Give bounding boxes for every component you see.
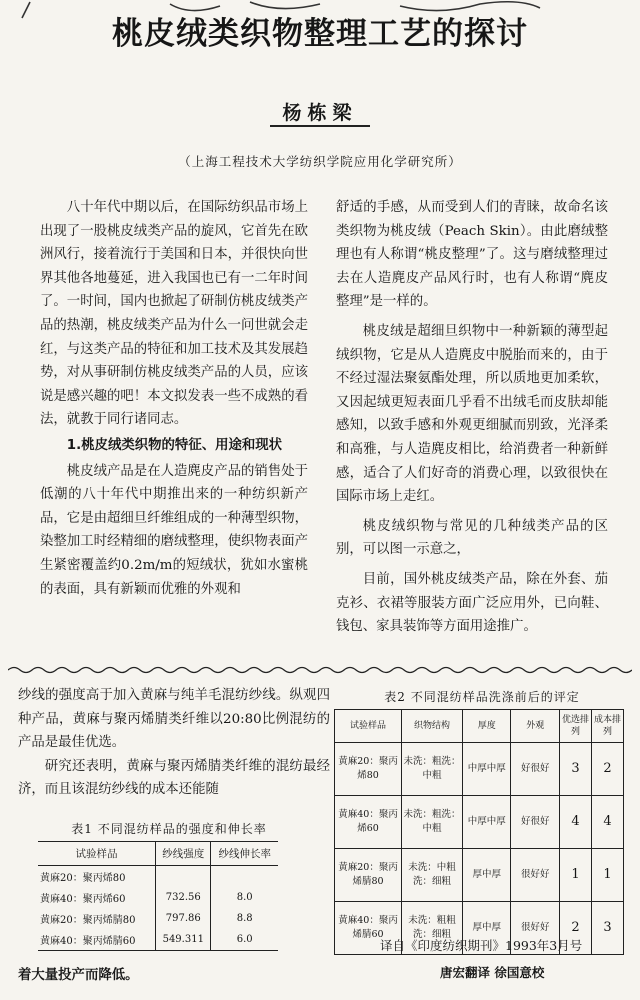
table2-cell: 2 bbox=[591, 743, 623, 796]
table2-header: 厚度 bbox=[462, 710, 511, 743]
table2-cell: 很好好 bbox=[511, 902, 560, 955]
table1-cell: 8.0 bbox=[211, 887, 278, 908]
table1-cell: 黄麻40：聚丙烯腈60 bbox=[38, 929, 156, 951]
table2-block bbox=[334, 686, 630, 955]
table2-cell: 好很好 bbox=[511, 743, 560, 796]
table2-header: 优选排列 bbox=[559, 710, 591, 743]
section-heading: 1.桃皮绒类织物的特征、用途和现状 bbox=[66, 437, 283, 453]
table2-cell: 未洗：粗粗洗：细粗 bbox=[402, 902, 463, 955]
table2-cell: 1 bbox=[559, 849, 591, 902]
table2-cell: 4 bbox=[559, 796, 591, 849]
table2-cell: 厚中厚 bbox=[462, 902, 511, 955]
table1-header: 纱线强度 bbox=[156, 842, 211, 866]
table2-cell: 未洗：粗洗：中粗 bbox=[402, 743, 463, 796]
table2-cell: 中厚中厚 bbox=[462, 743, 511, 796]
table1 bbox=[38, 841, 278, 951]
table-row bbox=[38, 929, 278, 951]
table2-cell: 未洗：中粗洗：细粗 bbox=[402, 849, 463, 902]
right-column bbox=[336, 196, 608, 639]
table2-cell: 1 bbox=[591, 849, 623, 902]
table2-cell: 黄麻40：聚丙烯腈60 bbox=[335, 902, 402, 955]
table-row bbox=[335, 796, 624, 849]
table1-cell bbox=[156, 866, 211, 888]
table2-caption: 表2 不同混纺样品洗涤前后的评定 bbox=[384, 690, 580, 704]
source-citation: 译自《印度纺织期刊》1993年3月号 bbox=[380, 938, 583, 953]
author-name: 杨栋梁 bbox=[282, 102, 358, 124]
table2-cell: 4 bbox=[591, 796, 623, 849]
table2-cell: 2 bbox=[559, 902, 591, 955]
table-row bbox=[335, 849, 624, 902]
table2-cell: 厚中厚 bbox=[462, 849, 511, 902]
table1-cell: 黄麻40：聚丙烯60 bbox=[40, 894, 126, 905]
table2-cell: 3 bbox=[591, 902, 623, 955]
table1-cell: 黄麻20：聚丙烯腈80 bbox=[40, 915, 136, 926]
table1-cell: 797.86 bbox=[156, 908, 211, 929]
intro-paragraph: 八十年代中期以后，在国际纺织品市场上出现了一股桃皮绒类产品的旋风，它首先在欧洲风行，接着流行于美国和日本，并很快向世界其他各地蔓延，进入我国也已有一二年时间了。一时间，国内也掀起了研制仿桃皮绒类产品的热潮，桃皮绒类产品为什么一问世就会走红，与这类产品的特征和加工技术及其发展趋势，对从事研制仿桃皮绒类产品的人员，应该说是感兴趣的吧！本文拟发表一些不成熟的看法，就教于同行诸同志。 bbox=[40, 200, 308, 428]
table1-cell: 732.56 bbox=[156, 887, 211, 908]
table-row bbox=[38, 908, 278, 929]
right-paragraph-1: 舒适的手感，从而受到人们的青睐，故命名该类织物为桃皮绒（Peach Skin）。由此磨绒整理也有人称谓“桃皮整理”了。这与磨绒整理过去在人造麂皮产品风行时，也有人称谓“麂皮整理”是一样的。 bbox=[336, 200, 608, 310]
author-underline bbox=[270, 125, 370, 127]
table2-header: 成本排列 bbox=[591, 710, 623, 743]
table2-cell: 黄麻20：聚丙烯腈80 bbox=[335, 849, 402, 902]
table1-caption: 表1 不同混纺样品的强度和伸长率 bbox=[71, 822, 267, 836]
bottom-paragraph-1: 纱线的强度高于加入黄麻与纯羊毛混纺纱线。纵观四种产品，黄麻与聚丙烯腈类纤维以20:80比例混纺的产品是最佳优选。 bbox=[18, 688, 330, 751]
left-column bbox=[40, 196, 308, 601]
table2 bbox=[334, 709, 624, 955]
table2-header: 织物结构 bbox=[402, 710, 463, 743]
table-row bbox=[38, 887, 278, 908]
bottom-tail-text: 着大量投产而降低。 bbox=[18, 968, 139, 983]
bottom-left-text bbox=[18, 684, 330, 802]
table-row bbox=[38, 866, 278, 888]
table-row bbox=[335, 743, 624, 796]
table2-cell: 很好好 bbox=[511, 849, 560, 902]
affiliation: （上海工程技术大学纺织学院应用化学研究所） bbox=[178, 154, 462, 169]
table1-cell: 8.8 bbox=[211, 908, 278, 929]
table2-cell: 中厚中厚 bbox=[462, 796, 511, 849]
translator-credit: 唐宏翻译 徐国意校 bbox=[440, 965, 545, 980]
table2-header: 外观 bbox=[511, 710, 560, 743]
right-paragraph-3: 桃皮绒织物与常见的几种绒类产品的区别，可以图一示意之， bbox=[336, 518, 608, 558]
table2-cell: 黄麻20：聚丙烯80 bbox=[335, 743, 402, 796]
table2-cell: 好很好 bbox=[511, 796, 560, 849]
table1-header: 试验样品 bbox=[38, 842, 156, 866]
table1-cell: 6.0 bbox=[211, 929, 278, 951]
table1-cell: 黄麻20：聚丙烯80 bbox=[40, 873, 126, 884]
wavy-divider bbox=[8, 665, 632, 675]
table2-cell: 黄麻40：聚丙烯60 bbox=[335, 796, 402, 849]
section1-paragraph: 桃皮绒产品是在人造麂皮产品的销售处于低潮的八十年代中期推出来的一种纺织新产品，它是由超细旦纤维组成的一种薄型织物，染整加工时经精细的磨绒整理，使织物表面产生紧密覆盖约0.2m/m的短绒状，犹如水蜜桃的表面，具有新颖而优雅的外观和 bbox=[40, 463, 308, 597]
bottom-paragraph-2: 研究还表明，黄麻与聚丙烯腈类纤维的混纺最经济，而且该混纺纱线的成本还能随 bbox=[18, 758, 330, 798]
table1-cell: 549.311 bbox=[156, 929, 211, 951]
table1-header: 纱线伸长率 bbox=[211, 842, 278, 866]
table1-cell bbox=[211, 866, 278, 888]
article-title: 桃皮绒类织物整理工艺的探讨 bbox=[112, 16, 528, 52]
table2-cell: 未洗：粗洗：中粗 bbox=[402, 796, 463, 849]
table1-block bbox=[38, 818, 300, 951]
table2-cell: 3 bbox=[559, 743, 591, 796]
right-paragraph-4: 目前，国外桃皮绒类产品，除在外套、茄克衫、衣裙等服装方面广泛应用外，已向鞋、钱包、家具装饰等方面用途推广。 bbox=[336, 571, 608, 635]
table2-header: 试验样品 bbox=[335, 710, 402, 743]
right-paragraph-2: 桃皮绒是超细旦织物中一种新颖的薄型起绒织物，它是从人造麂皮中脱胎而来的，由于不经过湿法聚氨酯处理，所以质地更加柔软，又因起绒更短表面几乎看不出绒毛而皮肤却能感知，以致手感和外观更细腻而别致，光泽柔和高雅，与人造麂皮相比，给消费者一种新鲜感，适合了人们好奇的消费心理，以致很快在国际市场上走红。 bbox=[336, 323, 608, 505]
